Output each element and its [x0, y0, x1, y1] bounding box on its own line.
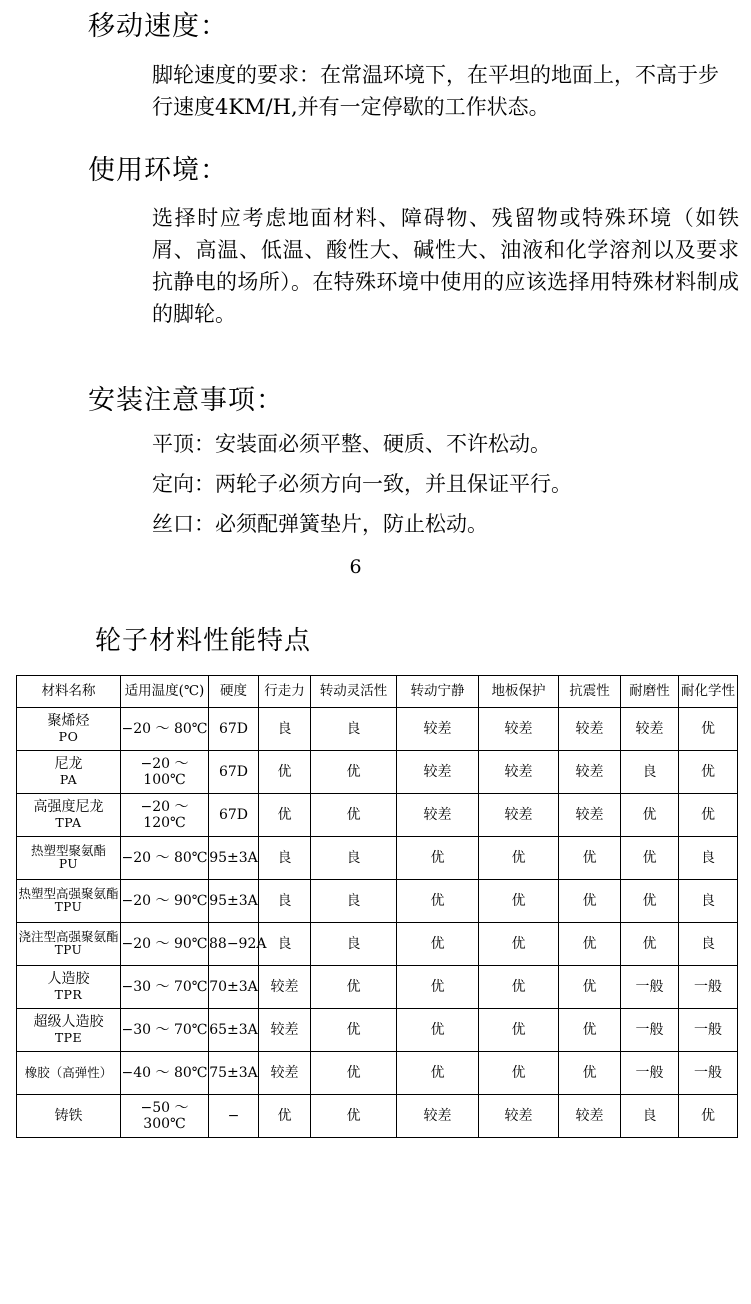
table-cell: 良	[311, 879, 397, 922]
material-name: 聚烯烃	[47, 713, 90, 730]
table-cell: 优	[559, 879, 621, 922]
table-cell: 88−92A	[209, 922, 259, 965]
table-cell: 良	[259, 707, 311, 750]
table-cell: 优	[679, 793, 738, 836]
table-cell: −30 ～ 70℃	[121, 1008, 209, 1051]
table-row	[17, 1094, 738, 1137]
material-code: PU	[59, 856, 78, 871]
material-code: PA	[59, 771, 78, 787]
table-cell: 较差	[559, 1094, 621, 1137]
material-name-cell	[17, 750, 121, 793]
material-name-cell	[17, 1094, 121, 1137]
table-cell: −20 ～ 120℃	[121, 793, 209, 836]
material-name-cell	[17, 922, 121, 965]
material-code: PO	[58, 728, 79, 744]
table-row	[17, 750, 738, 793]
material-name: 尼龙	[54, 756, 83, 773]
table-cell: 良	[679, 836, 738, 879]
table-cell: 良	[311, 922, 397, 965]
table-cell: 优	[559, 965, 621, 1008]
table-header-row	[17, 675, 738, 707]
table-cell: 较差	[259, 965, 311, 1008]
table-cell: 95±3A	[209, 836, 259, 879]
install-notes-list	[152, 418, 751, 554]
table-cell: 67D	[209, 707, 259, 750]
table-cell: 优	[311, 793, 397, 836]
table-cell: 优	[397, 879, 479, 922]
install-note-line: 丝口：必须配弹簧垫片，防止松动。	[152, 511, 488, 536]
column-header: 地板保护	[479, 675, 559, 707]
table-cell: 一般	[679, 1051, 738, 1094]
table-row	[17, 1051, 738, 1094]
table-row	[17, 836, 738, 879]
table-cell: 较差	[397, 750, 479, 793]
table-cell: 优	[679, 707, 738, 750]
table-cell: 优	[397, 836, 479, 879]
table-cell: 优	[621, 922, 679, 965]
table-cell: 优	[479, 922, 559, 965]
table-row	[17, 965, 738, 1008]
column-header: 耐磨性	[621, 675, 679, 707]
table-cell: 良	[679, 879, 738, 922]
table-cell: 优	[559, 836, 621, 879]
table-title: 轮子材料性能特点	[95, 625, 312, 656]
table-cell: 95±3A	[209, 879, 259, 922]
table-cell: 一般	[621, 1008, 679, 1051]
table-cell: 良	[679, 922, 738, 965]
material-name: 超级人造胶	[33, 1014, 104, 1031]
column-header: 转动宁静	[397, 675, 479, 707]
table-cell: 优	[621, 879, 679, 922]
table-cell: 优	[311, 1008, 397, 1051]
install-note-line: 平顶：安装面必须平整、硬质、不许松动。	[152, 431, 551, 456]
table-cell: 一般	[679, 965, 738, 1008]
install-note-line: 定向：两轮子必须方向一致，并且保证平行。	[152, 471, 572, 496]
table-cell: 良	[621, 750, 679, 793]
section-heading-install-notes: 安装注意事项：	[88, 384, 284, 416]
table-cell: 优	[259, 793, 311, 836]
material-code: TPU	[54, 942, 83, 957]
table-cell: 一般	[679, 1008, 738, 1051]
material-code: TPA	[55, 814, 82, 830]
table-cell: 优	[679, 750, 738, 793]
table-cell: 优	[311, 1051, 397, 1094]
table-cell: 优	[311, 1094, 397, 1137]
table-cell: −20 ～ 90℃	[121, 879, 209, 922]
table-cell: 较差	[559, 793, 621, 836]
column-header: 适用温度(℃)	[121, 675, 209, 707]
column-header: 行走力	[259, 675, 311, 707]
table-cell: 70±3A	[209, 965, 259, 1008]
table-cell: 65±3A	[209, 1008, 259, 1051]
table-cell: 75±3A	[209, 1051, 259, 1094]
table-cell: −20 ～ 80℃	[121, 836, 209, 879]
table-cell: 较差	[259, 1008, 311, 1051]
table-cell: 优	[479, 965, 559, 1008]
column-header: 转动灵活性	[311, 675, 397, 707]
table-cell: 优	[479, 1051, 559, 1094]
table-cell: 良	[311, 707, 397, 750]
table-cell: 优	[621, 836, 679, 879]
material-name: 铸铁	[54, 1107, 83, 1124]
material-name-cell	[17, 793, 121, 836]
table-cell: 优	[559, 1008, 621, 1051]
material-name-cell	[17, 707, 121, 750]
table-cell: −40 ～ 80℃	[121, 1051, 209, 1094]
table-cell: 优	[259, 750, 311, 793]
table-cell: 优	[397, 1051, 479, 1094]
table-cell: −	[209, 1094, 259, 1137]
table-cell: 优	[679, 1094, 738, 1137]
table-cell: 优	[479, 836, 559, 879]
table-cell: 较差	[559, 707, 621, 750]
table-cell: 较差	[479, 793, 559, 836]
material-code: TPE	[54, 1029, 83, 1045]
section-body-environment: 选择时应考虑地面材料、障碍物、残留物或特殊环境（如铁屑、高温、低温、酸性大、碱性大、油液和化学溶剂以及要求抗静电的场所）。在特殊环境中使用的应该选择用特殊材料制成的脚轮。	[152, 206, 739, 327]
table-cell: 较差	[479, 1094, 559, 1137]
material-name-cell	[17, 879, 121, 922]
table-cell: 优	[397, 1008, 479, 1051]
table-cell: −20 ～ 80℃	[121, 707, 209, 750]
section-body-speed: 脚轮速度的要求：在常温环境下，在平坦的地面上，不高于步行速度4KM/H,并有一定停歇的工作状态。	[152, 62, 719, 119]
table-cell: 较差	[397, 707, 479, 750]
table-cell: 优	[397, 965, 479, 1008]
table-cell: 优	[479, 1008, 559, 1051]
table-cell: 较差	[479, 707, 559, 750]
table-row	[17, 1008, 738, 1051]
table-cell: 优	[311, 750, 397, 793]
table-cell: 67D	[209, 793, 259, 836]
table-cell: 优	[311, 965, 397, 1008]
table-cell: 良	[621, 1094, 679, 1137]
table-cell: −30 ～ 70℃	[121, 965, 209, 1008]
table-cell: 较差	[479, 750, 559, 793]
column-header: 抗震性	[559, 675, 621, 707]
table-cell: 较差	[397, 1094, 479, 1137]
table-cell: 较差	[397, 793, 479, 836]
material-name-cell	[17, 1051, 121, 1094]
table-row	[17, 707, 738, 750]
table-cell: −50 ～ 300℃	[121, 1094, 209, 1137]
column-header: 材料名称	[17, 675, 121, 707]
section-heading-environment: 使用环境：	[88, 154, 228, 186]
table-cell: 较差	[559, 750, 621, 793]
material-performance-table	[16, 675, 738, 1138]
material-code: TPR	[54, 986, 83, 1002]
material-name-cell	[17, 1008, 121, 1051]
material-name: 热塑型聚氨酯	[30, 842, 106, 858]
table-cell: 优	[559, 1051, 621, 1094]
table-cell: 优	[559, 922, 621, 965]
column-header: 耐化学性	[679, 675, 738, 707]
material-name-cell	[17, 965, 121, 1008]
table-row	[17, 922, 738, 965]
table-cell: 良	[259, 922, 311, 965]
table-cell: 良	[311, 836, 397, 879]
table-row	[17, 879, 738, 922]
column-header: 硬度	[209, 675, 259, 707]
table-cell: 一般	[621, 1051, 679, 1094]
section-heading-speed: 移动速度：	[88, 11, 228, 42]
page-number: 6	[349, 555, 362, 578]
material-name: 热塑型高强聚氨酯	[18, 885, 119, 901]
table-cell: 优	[479, 879, 559, 922]
table-cell: 较差	[621, 707, 679, 750]
table-cell: −20 ～ 90℃	[121, 922, 209, 965]
table-row	[17, 793, 738, 836]
material-name: 橡胶（高弹性）	[24, 1064, 113, 1080]
material-name: 浇注型高强聚氨酯	[18, 928, 119, 944]
table-cell: 良	[259, 879, 311, 922]
table-cell: 优	[621, 793, 679, 836]
material-name: 人造胶	[47, 971, 90, 988]
table-cell: 67D	[209, 750, 259, 793]
table-cell: 较差	[259, 1051, 311, 1094]
table-cell: 一般	[621, 965, 679, 1008]
material-table-wrapper	[0, 675, 751, 1138]
material-name: 高强度尼龙	[33, 799, 104, 816]
table-cell: −20 ～ 100℃	[121, 750, 209, 793]
material-name-cell	[17, 836, 121, 879]
material-code: TPU	[54, 899, 83, 914]
table-cell: 优	[259, 1094, 311, 1137]
table-cell: 良	[259, 836, 311, 879]
table-cell: 优	[397, 922, 479, 965]
